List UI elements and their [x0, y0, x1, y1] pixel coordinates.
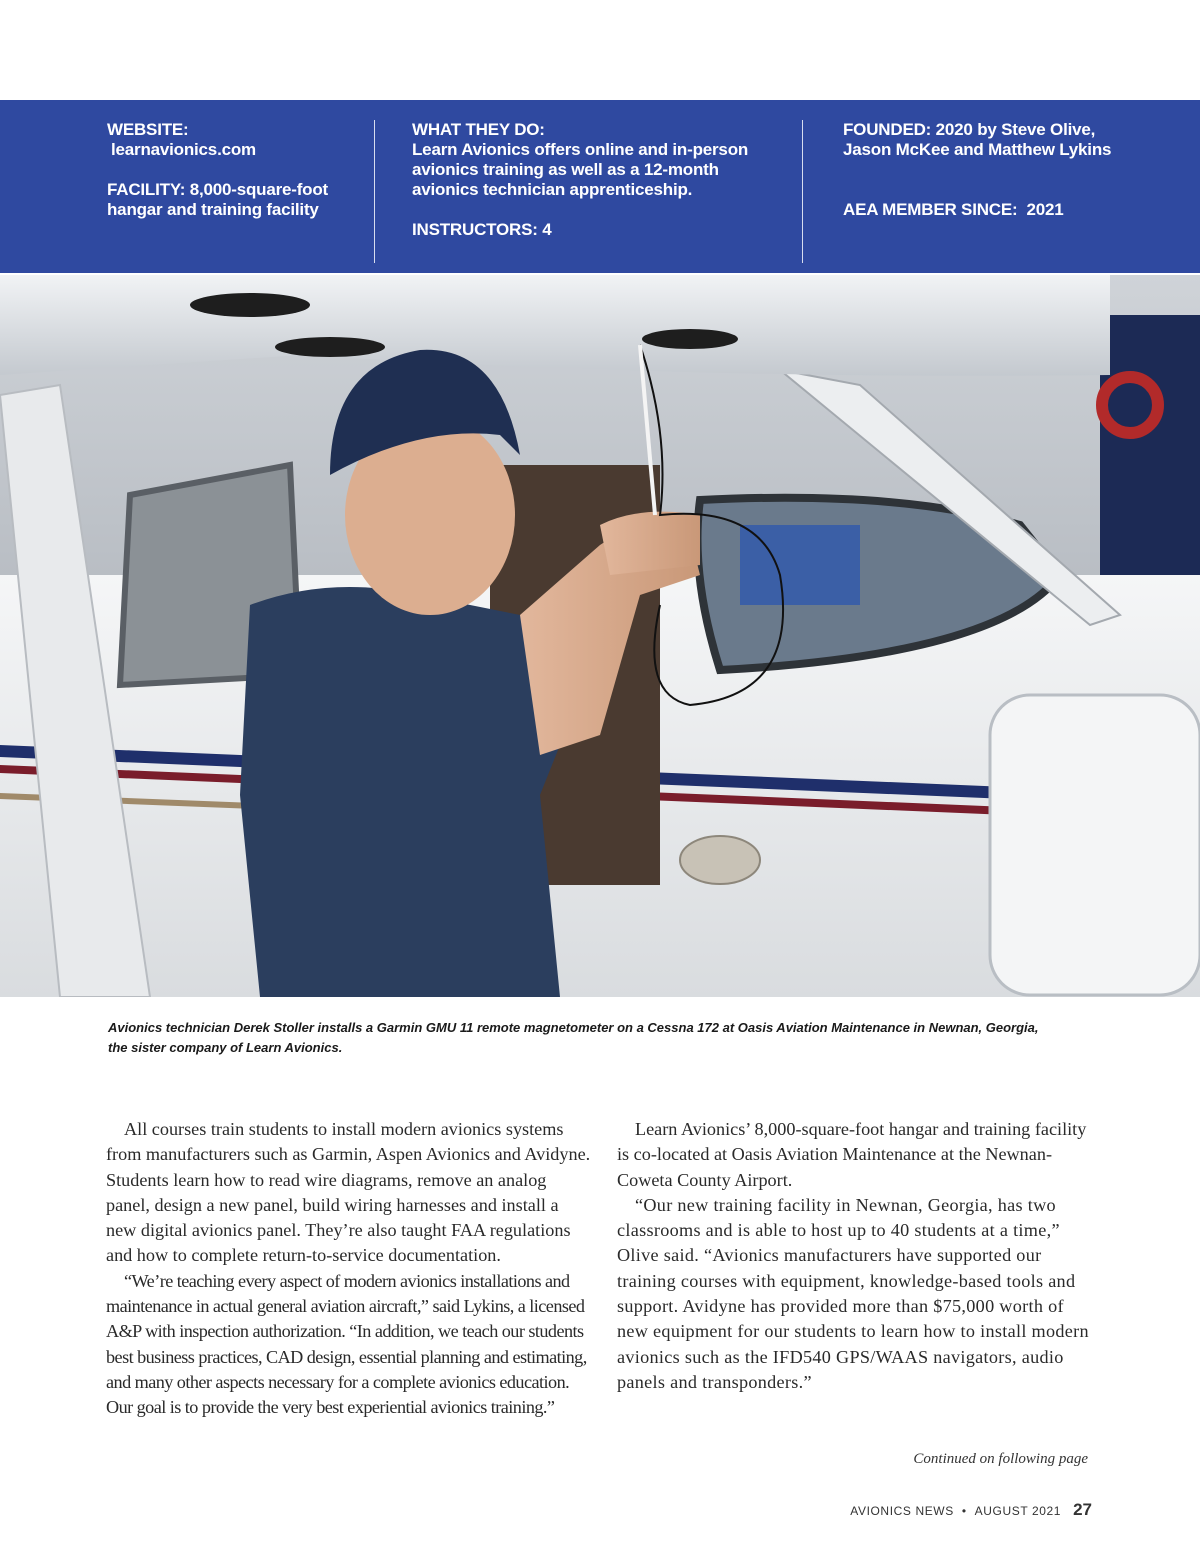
- instructors-value: 4: [542, 220, 552, 239]
- founded-label: FOUNDED:: [843, 120, 932, 139]
- instructors-label: INSTRUCTORS:: [412, 220, 538, 239]
- technician-photo: [0, 275, 1200, 997]
- caption-line-1: Avionics technician Derek Stoller installs a Garmin GMU 11 remote magnetometer on a Cessna 172 at Oasis Aviation Maintenance in Newnan, Georgia,: [108, 1020, 1039, 1035]
- body-column-right: [617, 1117, 1095, 1395]
- wing-access-hole: [642, 329, 738, 349]
- paragraph: “Our new training facility in Newnan, Georgia, has two classrooms and is able to host up to 40 students at a time,” Olive said. “Avionics manufacturers have supported our training courses with equipment, knowledge-based tools and support. Avidyne has provided more than $75,000 worth of new equipment for our students to learn how to install modern avionics such as the IFD540 GPS/WAAS navigators, audio panels and transponders.”: [617, 1194, 1089, 1392]
- facility-line: [107, 180, 362, 200]
- technician-forearm: [600, 512, 700, 575]
- fact-divider: [802, 120, 803, 263]
- fact-column-founded: [843, 120, 1173, 220]
- member-line: [843, 200, 1173, 220]
- paragraph: Learn Avionics’ 8,000-square-foot hangar and training facility is co-located at Oasis Aviation Maintenance at the Newnan-Coweta County Airport.: [617, 1119, 1087, 1190]
- caption-line-2: the sister company of Learn Avionics.: [108, 1040, 343, 1055]
- facility-value: 8,000-square-foot: [189, 180, 328, 199]
- website-label: WEBSITE:: [107, 120, 189, 139]
- photo-caption: [108, 1018, 1098, 1058]
- page-footer: [850, 1500, 1092, 1520]
- what-value-2: avionics training as well as a 12-month: [412, 160, 719, 179]
- paragraph: All courses train students to install modern avionics systems from manufacturers such as Garmin, Aspen Avionics and Avidyne. Students learn how to read wire diagrams, remove an analog panel, design a new panel, build wiring harnesses and install a new digital avionics panel. They’re also taught FAA regulations and how to complete return-to-service documentation.: [106, 1119, 591, 1266]
- page-number: 27: [1073, 1500, 1092, 1519]
- wing-access-hole: [275, 337, 385, 357]
- body-column-left: [106, 1117, 592, 1421]
- website-link[interactable]: learnavionics.com: [111, 140, 256, 159]
- fact-box: [0, 100, 1200, 273]
- founded-line: [843, 120, 1173, 140]
- photo-illustration: [0, 275, 1200, 997]
- what-value-3: avionics technician apprenticeship.: [412, 180, 693, 199]
- publication-name: AVIONICS NEWS: [850, 1504, 954, 1518]
- what-value-1: Learn Avionics offers online and in-person: [412, 140, 749, 159]
- wing-underside: [0, 275, 1110, 376]
- facility-value-2: hangar and training facility: [107, 200, 319, 219]
- aircraft-cowling: [990, 695, 1200, 995]
- paragraph: “We’re teaching every aspect of modern avionics installations and maintenance in actual general aviation aircraft,” said Lykins, a licensed A&P with inspection authorization. “In addition, we teach our students best business practices, CAD design, essential planning and estimating, and many other aspects necessary for a complete avionics education. Our goal is to provide the very best experiential avionics training.”: [106, 1270, 587, 1418]
- instructors-line: [412, 220, 782, 240]
- emblem-plaque: [680, 836, 760, 884]
- technician-shirt: [240, 587, 560, 997]
- member-value: 2021: [1026, 200, 1064, 219]
- continued-note: Continued on following page: [913, 1451, 1088, 1467]
- fact-column-website: [107, 120, 362, 220]
- founded-value: 2020 by Steve Olive,: [935, 120, 1096, 139]
- facility-label: FACILITY:: [107, 180, 186, 199]
- member-label: AEA MEMBER SINCE:: [843, 200, 1018, 219]
- fact-column-what: [412, 120, 782, 240]
- what-label: WHAT THEY DO:: [412, 120, 545, 139]
- founded-value-2: Jason McKee and Matthew Lykins: [843, 140, 1112, 159]
- footer-bullet: •: [961, 1504, 967, 1518]
- issue-date: AUGUST 2021: [974, 1504, 1062, 1518]
- hangar-wall-panel: [1100, 315, 1200, 615]
- fact-divider: [374, 120, 375, 263]
- wing-access-hole: [190, 293, 310, 317]
